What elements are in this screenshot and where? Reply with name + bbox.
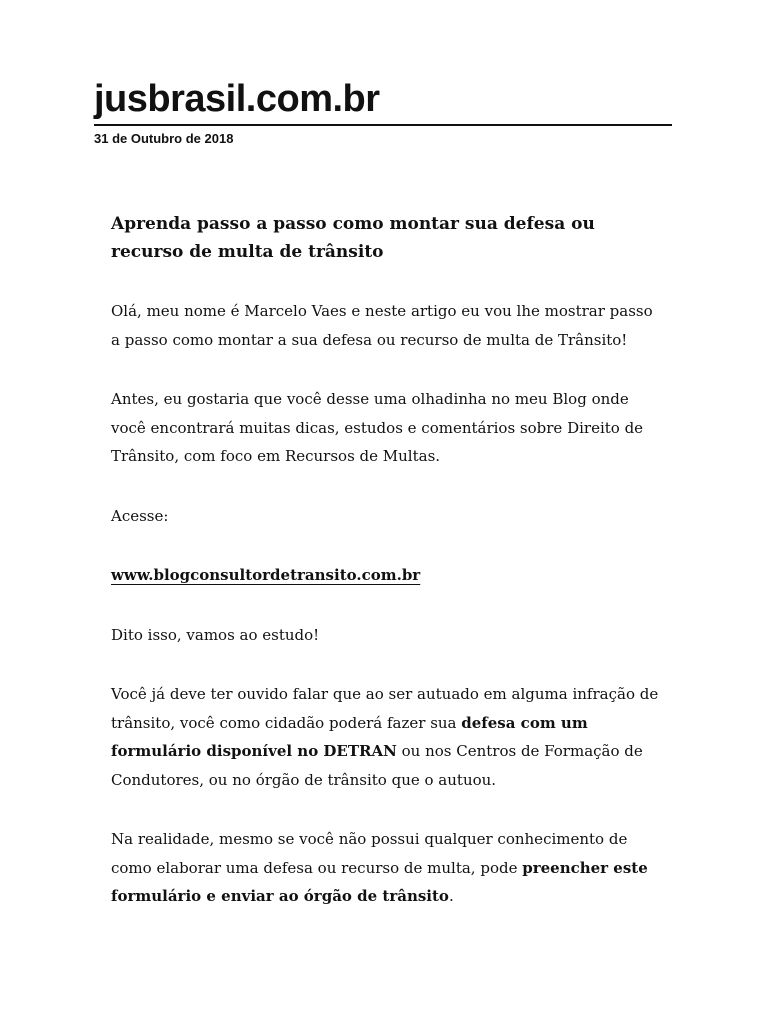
site-name: jusbrasil.com.br — [94, 78, 380, 120]
paragraph-link — [111, 561, 659, 590]
paragraph-defense-form — [111, 680, 659, 794]
paragraph-transition: Dito isso, vamos ao estudo! — [111, 625, 320, 644]
paragraph-text: ou nos Centros de Formação de Condutores, ou no órgão de trânsito que o autuou. — [111, 742, 643, 789]
paragraph-text: Você já deve ter ouvido falar que ao ser autuado em alguma infração de trânsito, você como cidadão poderá fazer sua — [111, 685, 659, 732]
paragraph-intro: Olá, meu nome é Marcelo Vaes e neste artigo eu vou lhe mostrar passo a passo como montar a sua defesa ou recurso de multa de Trânsito! — [111, 302, 653, 349]
article-title: Aprenda passo a passo como montar sua defesa ou recurso de multa de trânsito — [111, 214, 595, 262]
blog-link[interactable]: www.blogconsultordetransito.com.br — [111, 566, 421, 584]
article-body — [111, 210, 659, 942]
paragraph-text: . — [448, 887, 454, 905]
paragraph-access: Acesse: — [111, 506, 169, 525]
paragraph-blog: Antes, eu gostaria que você desse uma olhadinha no meu Blog onde você encontrará muitas dicas, estudos e comentários sobre Direito de Trânsito, com foco em Recursos de Multas. — [111, 390, 644, 465]
publication-date: 31 de Outubro de 2018 — [94, 131, 234, 146]
paragraph-text: Na realidade, mesmo se você não possui qualquer conhecimento de como elaborar uma defesa ou recurso de multa, pode — [111, 830, 628, 877]
emphasis-text: preencher este formulário e enviar ao órgão de trânsito — [111, 858, 648, 905]
emphasis-text: defesa com um formulário disponível no DETRAN — [111, 713, 588, 760]
paragraph-reality — [111, 825, 659, 911]
document-header — [94, 76, 672, 148]
header-divider — [94, 124, 672, 126]
